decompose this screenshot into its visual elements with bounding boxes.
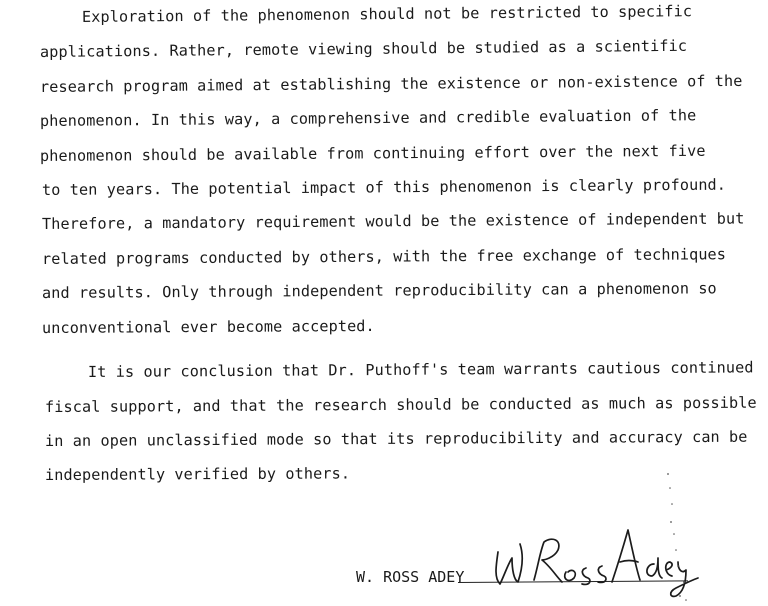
paragraph-1-line-6: to ten years. The potential impact of this phenomenon is clearly profound. xyxy=(41,175,727,199)
paragraph-1-line-10: unconventional ever become accepted. xyxy=(41,316,375,337)
paragraph-2-line-2: fiscal support, and that the research should be conducted as much as possible xyxy=(44,393,757,416)
paragraph-1-line-2: applications. Rather, remote viewing should be studied as a scientific xyxy=(39,36,688,61)
paragraph-2-line-1: It is our conclusion that Dr. Puthoff's team warrants cautious continued xyxy=(87,358,754,381)
paragraph-1-line-1: Exploration of the phenomenon should not be restricted to specific xyxy=(81,2,693,26)
paragraph-1-line-9: and results. Only through independent reproducibility can a phenomenon so xyxy=(41,279,717,302)
paragraph-1-line-5: phenomenon should be available from continuing effort over the next five xyxy=(39,141,706,165)
paragraph-1-line-7: Therefore, a mandatory requirement would be the existence of independent but xyxy=(41,209,745,233)
paragraph-1-line-8: related programs conducted by others, with the free exchange of techniques xyxy=(41,245,727,268)
paragraph-2-line-4: independently verified by others. xyxy=(44,464,351,484)
paragraph-1-line-4: phenomenon. In this way, a comprehensive and credible evaluation of the xyxy=(39,106,697,130)
signatory-name: W. ROSS ADEY xyxy=(356,568,465,586)
scan-specks xyxy=(640,470,700,606)
paragraph-2-line-3: in an open unclassified mode so that its reproducibility and accuracy can be xyxy=(44,427,748,450)
paragraph-1-line-3: research program aimed at establishing the existence or non-existence of the xyxy=(39,71,743,96)
